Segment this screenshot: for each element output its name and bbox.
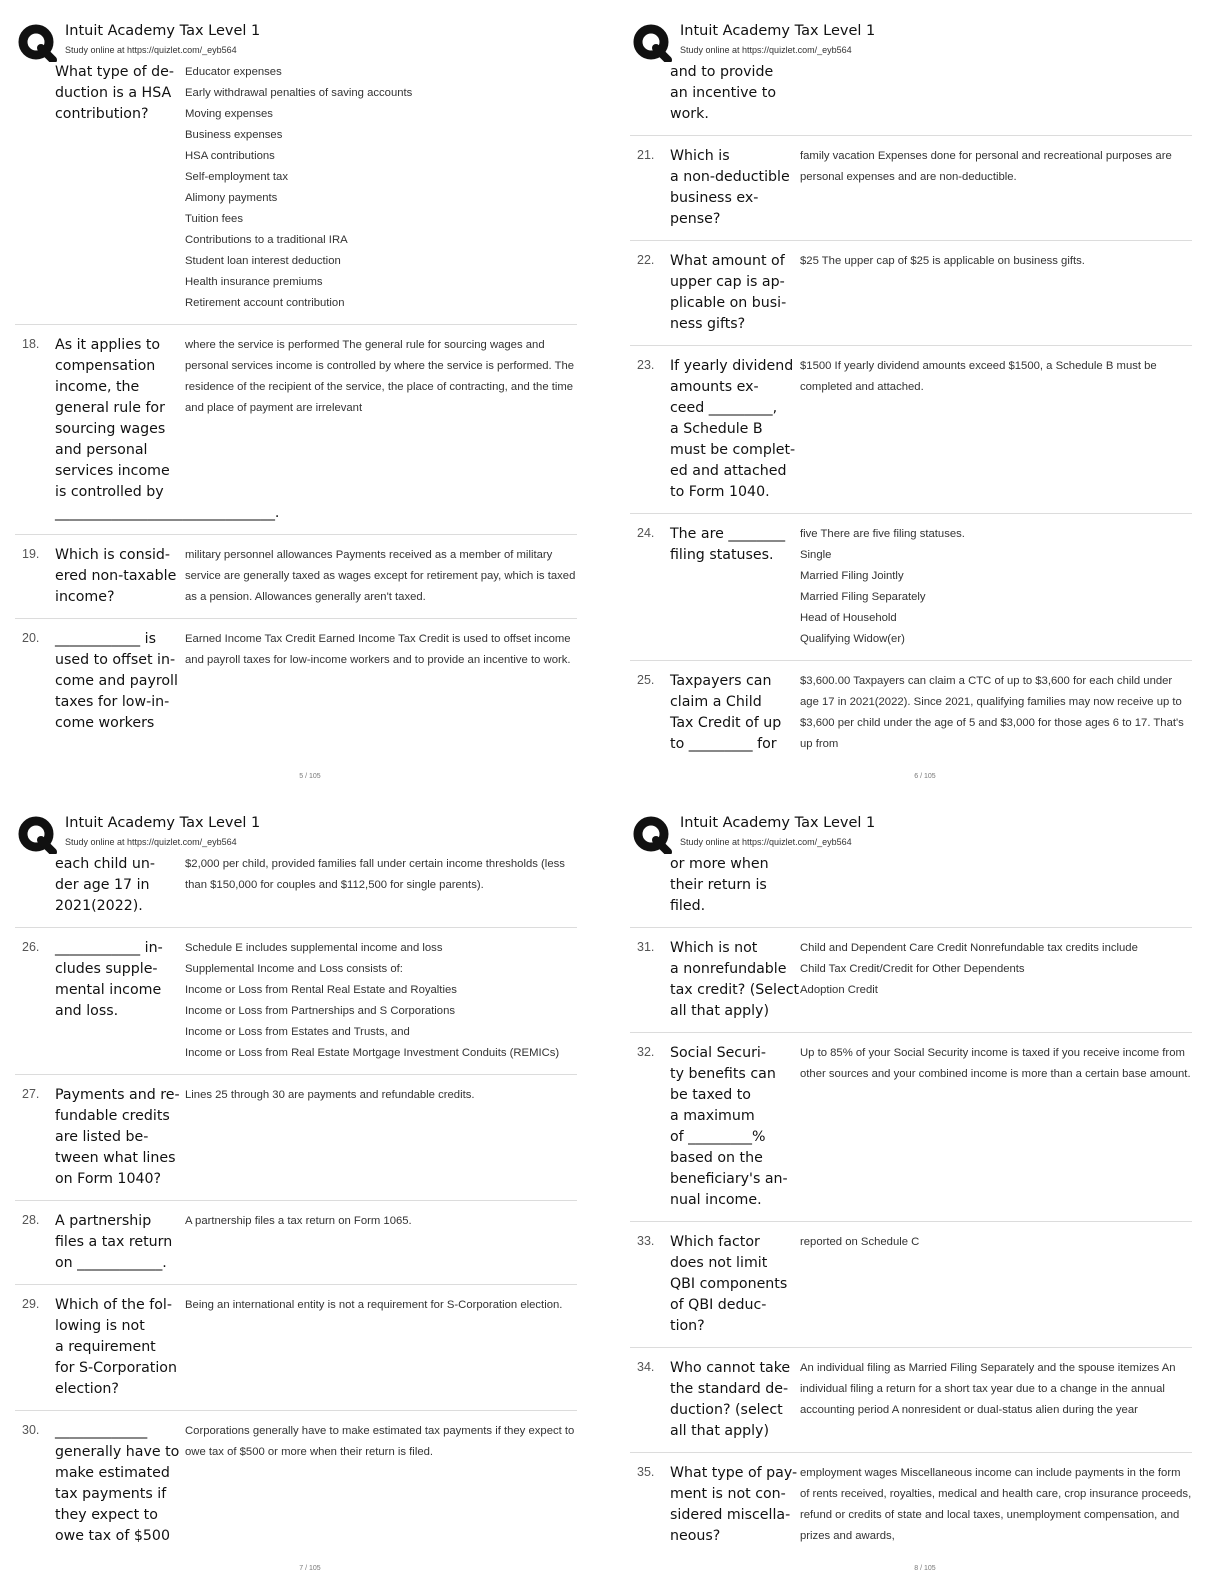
- card-number: 21.: [637, 148, 655, 162]
- question-text: and to provide an incentive to work.: [670, 64, 777, 122]
- quizlet-logo-icon: [17, 816, 57, 854]
- flashcard-row: [630, 345, 1192, 513]
- flashcard-row: [630, 240, 1192, 345]
- card-number: 23.: [637, 358, 655, 372]
- answer-text: Earned Income Tax Credit Earned Income Tax Credit is used to offset income and payroll taxes for low-income workers and to provide an incentive to work.: [185, 633, 571, 666]
- document-title: Intuit Academy Tax Level 1: [680, 23, 876, 39]
- question-text: What amount of upper cap is ap- plicable on busi- ness gifts?: [670, 253, 787, 332]
- flashcard-row: [630, 513, 1192, 660]
- flashcard-row: [15, 1074, 577, 1200]
- question-text: or more when their return is filed.: [670, 856, 769, 914]
- flashcard-row: [630, 1347, 1192, 1452]
- answer-text: Educator expenses Early withdrawal penalties of saving accounts Moving expenses Business expenses HSA contributions Self-employment tax Alimony payments Tuition fees Contributions to a traditional IRA Student loan interest deduction Health insurance premiums Retirement account contribution: [185, 66, 413, 309]
- flashcard-row: [630, 1221, 1192, 1347]
- card-number: 25.: [637, 673, 655, 687]
- question-text: Which is not a nonrefundable tax credit? (Select all that apply): [670, 940, 800, 1019]
- answer-text: employment wages Miscellaneous income can include payments in the form of rents received, royalties, medical and health care, crop insurance proceeds, refund or credits of state and local taxes, unemployment compensation, and prizes and awards,: [800, 1467, 1192, 1542]
- document-page-8: [630, 812, 1220, 1577]
- quizlet-logo-icon: [632, 816, 672, 854]
- card-number: 27.: [22, 1087, 40, 1101]
- continued-card: [55, 62, 577, 324]
- answer-text: where the service is performed The general rule for sourcing wages and personal services income is controlled by where the service is performed. The residence of the recipient of the service, the place of contracting, and the time and place of payment are irrelevant: [185, 339, 575, 414]
- answer-text: Child and Dependent Care Credit Nonrefundable tax credits include Child Tax Credit/Credit for Other Dependents Adoption Credit: [800, 942, 1138, 996]
- question-text: Social Securi- ty benefits can be taxed to a maximum of _________% based on the beneficiary's an- nual income.: [670, 1045, 788, 1208]
- answer-text: $25 The upper cap of $25 is applicable on business gifts.: [800, 255, 1085, 267]
- question-text: _____________ generally have to make estimated tax payments if they expect to owe tax of $500: [55, 1423, 180, 1544]
- question-text: ____________ in- cludes supple- mental income and loss.: [55, 940, 163, 1019]
- flashcard-row: [630, 927, 1192, 1032]
- quizlet-logo-icon: [17, 24, 57, 62]
- flashcard-row: [15, 1284, 577, 1410]
- answer-text: An individual filing as Married Filing Separately and the spouse itemizes An individual filing a return for a short tax year due to a change in the annual accounting period A nonresident or dual-status alien during the year: [800, 1362, 1176, 1416]
- page-number: 6 / 105: [914, 773, 936, 780]
- card-number: 26.: [22, 940, 40, 954]
- flashcard-row: [15, 534, 577, 618]
- answer-text: [800, 854, 1192, 917]
- page-number: 5 / 105: [299, 773, 321, 780]
- card-number: 18.: [22, 337, 40, 351]
- answer-text: military personnel allowances Payments received as a member of military service are generally taxed as wages except for retirement pay, which is taxed as a pension. Allowances generally aren't taxed.: [185, 549, 576, 603]
- answer-text: $1500 If yearly dividend amounts exceed $1500, a Schedule B must be completed and attached.: [800, 360, 1157, 393]
- answer-text: Schedule E includes supplemental income and loss Supplemental Income and Loss consists of: Income or Loss from Rental Real Estate and Royalties Income or Loss from Partnerships and S Corporations Income or Loss from Estates and Trusts, and Income or Loss from Real Estate Mortgage Investment Conduits (REMICs): [185, 942, 560, 1059]
- question-text: ____________ is used to offset in- come and payroll taxes for low-in- come workers: [55, 631, 178, 731]
- flashcard-row: [630, 1452, 1192, 1557]
- card-number: 29.: [22, 1297, 40, 1311]
- continued-card: [670, 62, 1192, 135]
- answer-text: Being an international entity is not a requirement for S-Corporation election.: [185, 1299, 563, 1311]
- question-text: What type of de- duction is a HSA contribution?: [55, 64, 175, 122]
- card-number: 32.: [637, 1045, 655, 1059]
- document-title: Intuit Academy Tax Level 1: [65, 815, 261, 831]
- question-text: Which of the fol- lowing is not a requirement for S-Corporation election?: [55, 1297, 177, 1397]
- answer-text: $2,000 per child, provided families fall under certain income thresholds (less than $150,000 for couples and $112,500 for single parents).: [185, 858, 565, 891]
- page-header: [15, 20, 605, 62]
- question-text: Which is a non-deductible business ex- pense?: [670, 148, 790, 227]
- answer-text: $3,600.00 Taxpayers can claim a CTC of up to $3,600 for each child under age 17 in 2021(2022). Since 2021, qualifying families may now receive up to $3,600 per child under the age of 5 and $3,000 for those ages 6 to 17. That's up from: [800, 675, 1184, 750]
- question-text: Taxpayers can claim a Child Tax Credit of up to _________ for: [670, 673, 782, 752]
- card-number: 24.: [637, 526, 655, 540]
- question-text: each child un- der age 17 in 2021(2022).: [55, 856, 156, 914]
- question-text: If yearly dividend amounts ex- ceed _________, a Schedule B must be complet- ed and attached to Form 1040.: [670, 358, 796, 500]
- answer-text: [800, 62, 1192, 125]
- flashcard-row: [15, 927, 577, 1074]
- question-text: What type of pay- ment is not con- sidered miscella- neous?: [670, 1465, 798, 1544]
- question-text: Which is consid- ered non-taxable income?: [55, 547, 177, 605]
- question-text: The are ________ filing statuses.: [670, 526, 786, 563]
- answer-text: five There are five filing statuses. Single Married Filing Jointly Married Filing Separately Head of Household Qualifying Widow(er): [800, 528, 965, 645]
- page-header: [630, 20, 1220, 62]
- document-page-6: [630, 20, 1220, 785]
- continued-card: [670, 854, 1192, 927]
- flashcard-row: [15, 618, 577, 744]
- question-text: Payments and re- fundable credits are listed be- tween what lines on Form 1040?: [55, 1087, 180, 1187]
- question-text: Who cannot take the standard de- duction? (select all that apply): [670, 1360, 791, 1439]
- flashcard-row: [15, 324, 577, 534]
- card-number: 34.: [637, 1360, 655, 1374]
- card-number: 31.: [637, 940, 655, 954]
- card-number: 19.: [22, 547, 40, 561]
- question-text: A partnership files a tax return on ____________.: [55, 1213, 173, 1271]
- question-text: As it applies to compensation income, the general rule for sourcing wages and personal services income is controlled by _______________________________.: [55, 337, 280, 521]
- study-online-link[interactable]: Study online at https://quizlet.com/_eyb564: [680, 837, 852, 847]
- answer-text: Lines 25 through 30 are payments and refundable credits.: [185, 1089, 475, 1101]
- quizlet-logo-icon: [632, 24, 672, 62]
- study-online-link[interactable]: Study online at https://quizlet.com/_eyb564: [680, 45, 852, 55]
- card-number: 22.: [637, 253, 655, 267]
- flashcard-row: [15, 1410, 577, 1557]
- study-online-link[interactable]: Study online at https://quizlet.com/_eyb564: [65, 45, 237, 55]
- page-header: [15, 812, 605, 854]
- document-title: Intuit Academy Tax Level 1: [65, 23, 261, 39]
- answer-text: Up to 85% of your Social Security income is taxed if you receive income from other sources and your combined income is more than a certain base amount.: [800, 1047, 1191, 1080]
- flashcard-row: [630, 135, 1192, 240]
- flashcard-row: [630, 1032, 1192, 1221]
- document-page-5: [15, 20, 605, 785]
- answer-text: Corporations generally have to make estimated tax payments if they expect to owe tax of $500 or more when their return is filed.: [185, 1425, 575, 1458]
- answer-text: reported on Schedule C: [800, 1236, 920, 1248]
- answer-text: A partnership files a tax return on Form 1065.: [185, 1215, 412, 1227]
- study-online-link[interactable]: Study online at https://quizlet.com/_eyb564: [65, 837, 237, 847]
- answer-text: family vacation Expenses done for personal and recreational purposes are personal expenses and are non-deductible.: [800, 150, 1172, 183]
- card-number: 33.: [637, 1234, 655, 1248]
- page-header: [630, 812, 1220, 854]
- card-number: 28.: [22, 1213, 40, 1227]
- document-title: Intuit Academy Tax Level 1: [680, 815, 876, 831]
- card-number: 20.: [22, 631, 40, 645]
- flashcard-row: [630, 660, 1192, 765]
- continued-card: [55, 854, 577, 927]
- question-text: Which factor does not limit QBI components of QBI deduc- tion?: [670, 1234, 788, 1334]
- card-number: 30.: [22, 1423, 40, 1437]
- flashcard-row: [15, 1200, 577, 1284]
- page-number: 8 / 105: [914, 1565, 936, 1572]
- page-number: 7 / 105: [299, 1565, 321, 1572]
- document-page-7: [15, 812, 605, 1577]
- card-number: 35.: [637, 1465, 655, 1479]
